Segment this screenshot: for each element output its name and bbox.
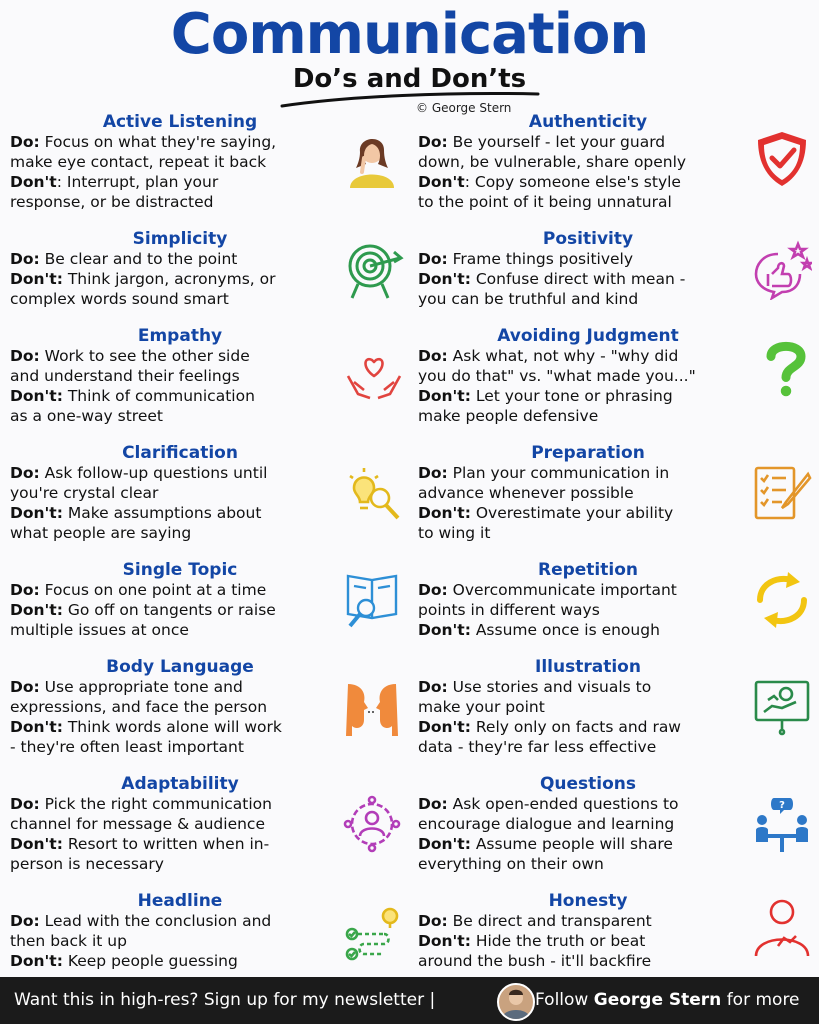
section-heading: Body Language bbox=[106, 657, 254, 677]
tip-line: advance whenever possible bbox=[418, 484, 634, 502]
tip-line: Don't: Think of communication bbox=[10, 387, 255, 405]
tip-line: Do: Ask what, not why - "why did bbox=[418, 347, 679, 365]
tip-line: Do: Focus on one point at a time bbox=[10, 581, 267, 599]
section-honesty bbox=[418, 891, 758, 971]
section-heading: Repetition bbox=[537, 560, 638, 580]
tip-line: Do: Frame things positively bbox=[418, 250, 634, 268]
section-body-language bbox=[10, 657, 350, 757]
tip-line: to the point of it being unnatural bbox=[418, 193, 672, 211]
tip-line: Don't: Think jargon, acronyms, or bbox=[10, 270, 276, 288]
tip-line: complex words sound smart bbox=[10, 290, 229, 308]
tip-line: and understand their feelings bbox=[10, 367, 240, 385]
section-adaptability bbox=[10, 774, 350, 874]
tip-line: Do: Work to see the other side bbox=[10, 347, 250, 365]
tip-line: Do: Be clear and to the point bbox=[10, 250, 238, 268]
section-heading: Honesty bbox=[548, 891, 628, 911]
section-illustration bbox=[418, 657, 758, 757]
tip-line: Don't: Copy someone else's style bbox=[418, 173, 681, 191]
tip-line: Don't: Keep people guessing bbox=[10, 952, 238, 970]
section-single-topic bbox=[10, 560, 350, 640]
tip-line: Don't: Resort to written when in- bbox=[10, 835, 270, 853]
tip-line: you're crystal clear bbox=[10, 484, 159, 502]
tip-line: Don't: Go off on tangents or raise bbox=[10, 601, 276, 619]
section-heading: Active Listening bbox=[102, 112, 258, 132]
follow-cta[interactable]: Follow George Stern for more bbox=[535, 990, 800, 1010]
tip-line: Don't: Assume once is enough bbox=[418, 621, 660, 639]
section-heading: Headline bbox=[137, 891, 223, 911]
tip-line: then back it up bbox=[10, 932, 127, 950]
tip-line: you do that" vs. "what made you..." bbox=[418, 367, 696, 385]
meeting-question-icon bbox=[752, 794, 812, 854]
shield-check-icon bbox=[752, 128, 812, 188]
section-empathy bbox=[10, 326, 350, 426]
tip-line: you can be truthful and kind bbox=[418, 290, 639, 308]
section-heading: Single Topic bbox=[122, 560, 238, 580]
section-heading: Clarification bbox=[122, 443, 238, 463]
tip-line: multiple issues at once bbox=[10, 621, 189, 639]
newsletter-cta[interactable]: Want this in high-res? Sign up for my newsletter | bbox=[14, 990, 436, 1010]
page-subtitle: Do’s and Don’ts bbox=[292, 64, 527, 94]
question-mark-icon bbox=[756, 340, 816, 400]
tip-line: make your point bbox=[418, 698, 545, 716]
heart-hands-icon bbox=[344, 346, 404, 406]
section-authenticity bbox=[418, 112, 758, 212]
section-headline bbox=[10, 891, 350, 971]
tip-line: expressions, and face the person bbox=[10, 698, 268, 716]
tip-line: what people are saying bbox=[10, 524, 192, 542]
svg-text:?: ? bbox=[779, 800, 785, 811]
section-heading: Preparation bbox=[531, 443, 645, 463]
refresh-arrows-icon bbox=[752, 570, 812, 630]
tip-line: Don't: Hide the truth or beat bbox=[418, 932, 646, 950]
tip-line: Do: Ask follow-up questions until bbox=[10, 464, 268, 482]
tip-line: Do: Ask open-ended questions to bbox=[418, 795, 679, 813]
tip-line: data - they're far less effective bbox=[418, 738, 657, 756]
faces-talking-icon bbox=[342, 680, 402, 740]
tip-line: points in different ways bbox=[418, 601, 600, 619]
tip-line: Don't: Make assumptions about bbox=[10, 504, 262, 522]
tip-line: Don't: Let your tone or phrasing bbox=[418, 387, 673, 405]
section-heading: Adaptability bbox=[121, 774, 239, 794]
tip-line: Don't: Overestimate your ability bbox=[418, 504, 674, 522]
section-heading: Empathy bbox=[137, 326, 223, 346]
section-heading: Illustration bbox=[535, 657, 641, 677]
tip-line: Do: Be yourself - let your guard bbox=[418, 133, 666, 151]
tip-line: encourage dialogue and learning bbox=[418, 815, 675, 833]
section-heading: Simplicity bbox=[132, 229, 228, 249]
presentation-board-icon bbox=[752, 676, 812, 736]
tip-line: - they're often least important bbox=[10, 738, 244, 756]
tip-line: Do: Overcommunicate important bbox=[418, 581, 677, 599]
tip-line: Don't: Assume people will share bbox=[418, 835, 673, 853]
copyright: © George Stern bbox=[416, 101, 512, 115]
tip-line: to wing it bbox=[418, 524, 491, 542]
tip-line: Do: Use stories and visuals to bbox=[418, 678, 652, 696]
section-simplicity bbox=[10, 229, 350, 309]
tip-line: response, or be distracted bbox=[10, 193, 214, 211]
tip-line: as a one-way street bbox=[10, 407, 163, 425]
tip-line: make people defensive bbox=[418, 407, 599, 425]
footer-bar bbox=[0, 977, 819, 1024]
tip-line: Don't: Interrupt, plan your bbox=[10, 173, 219, 191]
section-heading: Authenticity bbox=[528, 112, 648, 132]
section-heading: Avoiding Judgment bbox=[497, 326, 679, 346]
tip-line: Do: Be direct and transparent bbox=[418, 912, 652, 930]
section-avoiding-judgment bbox=[418, 326, 758, 426]
section-repetition bbox=[418, 560, 758, 640]
thumbs-up-bubble-icon bbox=[752, 240, 812, 300]
tip-line: Do: Use appropriate tone and bbox=[10, 678, 243, 696]
tip-line: person is necessary bbox=[10, 855, 164, 873]
tip-line: make eye contact, repeat it back bbox=[10, 153, 267, 171]
person-hand-heart-icon bbox=[752, 898, 812, 958]
idea-checklist-icon bbox=[344, 904, 404, 964]
person-gear-icon bbox=[342, 794, 402, 854]
checklist-pencil-icon bbox=[752, 462, 812, 522]
target-icon bbox=[344, 240, 404, 300]
tip-line: around the bush - it'll backfire bbox=[418, 952, 652, 970]
section-positivity bbox=[418, 229, 758, 309]
section-active-listening bbox=[10, 112, 350, 212]
tip-line: Don't: Confuse direct with mean - bbox=[418, 270, 686, 288]
author-name: George Stern bbox=[593, 990, 722, 1010]
book-search-icon bbox=[344, 570, 404, 630]
tip-line: Do: Lead with the conclusion and bbox=[10, 912, 272, 930]
tip-line: Don't: Rely only on facts and raw bbox=[418, 718, 681, 736]
tip-line: Don't: Think words alone will work bbox=[10, 718, 282, 736]
section-clarification bbox=[10, 443, 350, 543]
lightbulb-magnifier-icon bbox=[344, 466, 404, 526]
tip-line: Do: Pick the right communication bbox=[10, 795, 272, 813]
avatar bbox=[497, 983, 535, 1021]
section-heading: Positivity bbox=[542, 229, 634, 249]
tip-line: Do: Focus on what they're saying, bbox=[10, 133, 277, 151]
tip-line: down, be vulnerable, share openly bbox=[418, 153, 687, 171]
tip-line: Do: Plan your communication in bbox=[418, 464, 670, 482]
tip-line: channel for message & audience bbox=[10, 815, 265, 833]
page-title: Communication bbox=[170, 2, 649, 67]
person-thinking-icon bbox=[342, 128, 402, 188]
section-heading: Questions bbox=[539, 774, 637, 794]
section-questions bbox=[418, 774, 758, 874]
section-preparation bbox=[418, 443, 758, 543]
tip-line: everything on their own bbox=[418, 855, 604, 873]
